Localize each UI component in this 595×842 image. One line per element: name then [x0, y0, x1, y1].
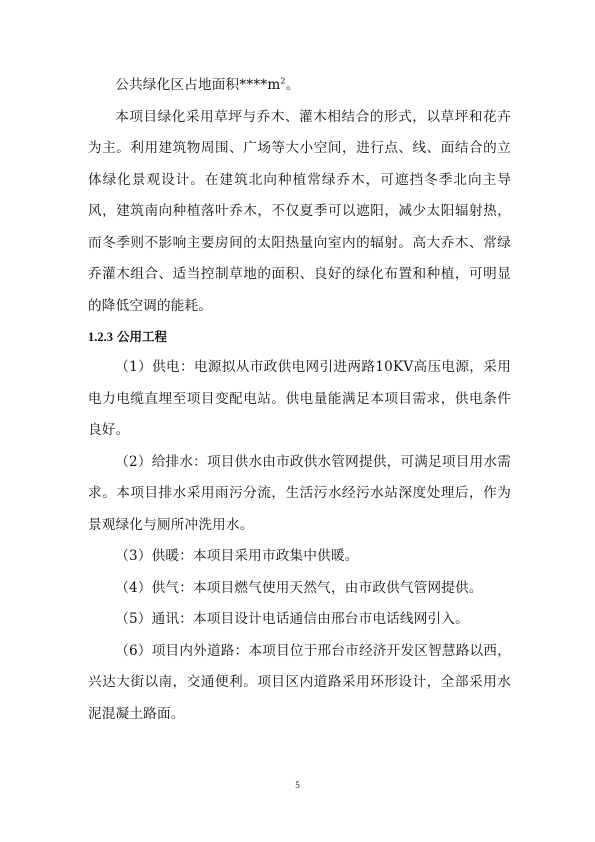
item-power-supply: （1）供电：电源拟从市政供电网引进两路10KV高压电源，采用电力电缆直埋至项目变配电站。供电量能满足本项目需求，供电条件良好。 — [88, 359, 511, 438]
item-roads: （6）项目内外道路：本项目位于邢台市经济开发区智慧路以西，兴达大街以南，交通便利。项目区内道路采用环形设计，全部采用水泥混凝土路面。 — [88, 642, 511, 722]
green-area-unit-superscript: 2 — [280, 76, 286, 86]
item-telecom: （5）通讯：本项目设计电话通信由邢台市电话线网引入。 — [115, 611, 469, 627]
item-water-supply-drainage: （2）给排水：项目供水由市政供水管网提供，可满足项目用水需求。本项目排水采用雨污分流，生活污水经污水站深度处理后，作为景观绿化与厕所冲洗用水。 — [88, 453, 511, 533]
section-heading — [88, 322, 511, 352]
paragraph-green-area — [88, 70, 511, 102]
green-area-text: 公共绿化区占地面积****m — [115, 77, 281, 93]
section-number: 1.2.3 — [88, 330, 113, 344]
page-number: 5 — [295, 780, 300, 790]
item-gas-supply: （4）供气：本项目燃气使用天然气，由市政供气管网提供。 — [115, 579, 483, 596]
paragraph-greening: 本项目绿化采用草坪与乔木、灌木相结合的形式，以草坪和花卉为主。利用建筑物周围、广场等大小空间，进行点、线、面结合的立体绿化景观设计。在建筑北向种植常绿乔木，可遮挡冬季北向主导风，建筑南向种植落叶乔木，不仅夏季可以遮阳，减少太阳辐射热，而冬季则不影响主要房间的太阳热量向室内的辐射。高大乔木、常绿乔灌木组合、适当控制草地的面积、良好的绿化布置和种植，可明显的降低空调的能耗。 — [88, 108, 511, 314]
green-area-end: 。 — [285, 77, 300, 93]
section-title: 公用工程 — [117, 329, 168, 344]
item-heating: （3）供暖：本项目采用市政集中供暖。 — [115, 548, 359, 564]
page-content — [88, 70, 511, 730]
